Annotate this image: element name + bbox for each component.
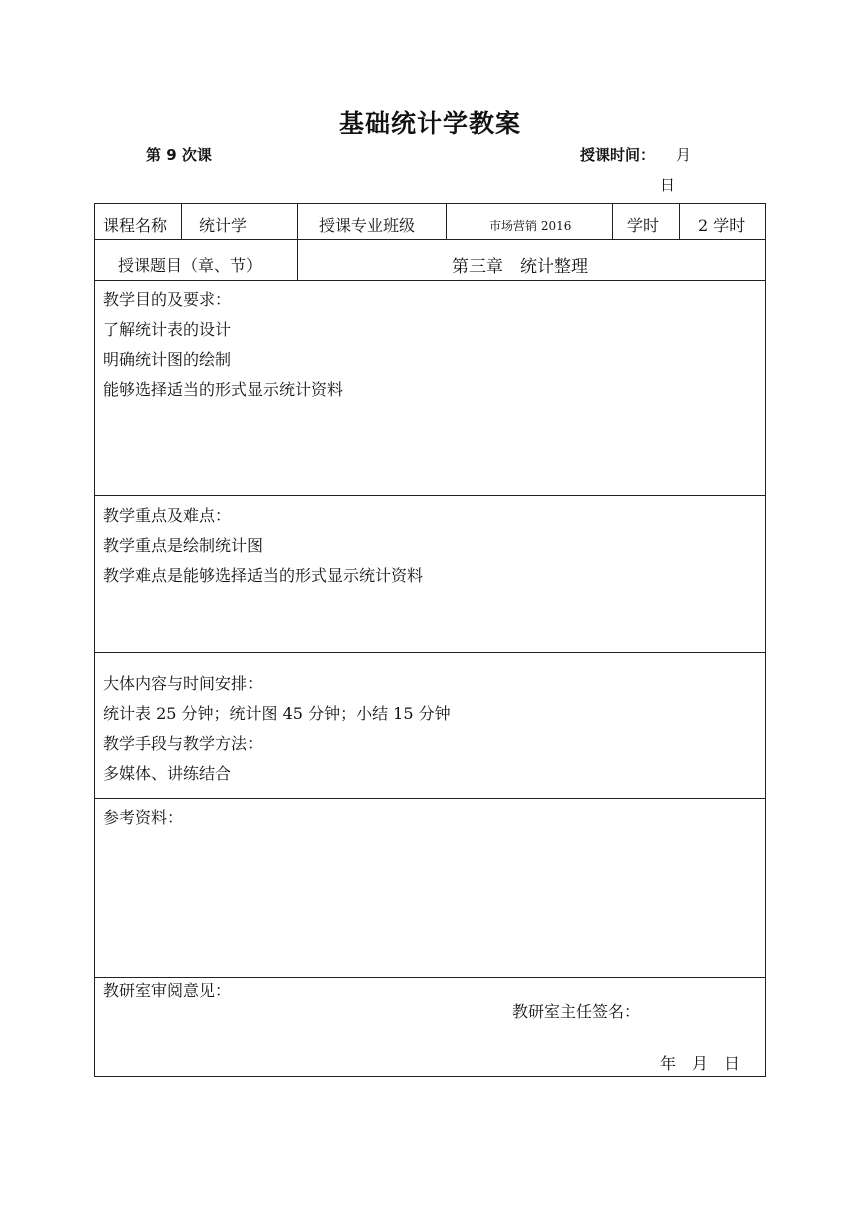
objectives-heading: 教学目的及要求： xyxy=(103,290,232,309)
course-name-label: 课程名称 xyxy=(103,216,168,235)
objective-item: 能够选择适当的形式显示统计资料 xyxy=(103,380,344,399)
review-heading: 教研室审阅意见： xyxy=(103,981,232,1000)
table-divider xyxy=(446,203,447,240)
table-divider xyxy=(679,203,680,240)
review-date: 年 月 日 xyxy=(660,1054,741,1073)
table-divider xyxy=(94,239,766,240)
table-divider xyxy=(94,280,766,281)
topic-label: 授课题目（章、节） xyxy=(118,256,263,275)
table-divider xyxy=(181,203,182,240)
table-divider xyxy=(297,203,298,281)
references-heading: 参考资料： xyxy=(103,808,184,827)
schedule-text: 统计表 25 分钟；统计图 45 分钟；小结 15 分钟 xyxy=(103,704,451,723)
objective-item: 了解统计表的设计 xyxy=(103,320,232,339)
class-value: 市场营销 2016 xyxy=(489,219,572,233)
hours-value: 2 学时 xyxy=(698,216,746,235)
hours-label: 学时 xyxy=(627,216,660,235)
objective-item: 明确统计图的绘制 xyxy=(103,350,232,369)
key-points-heading: 教学重点及难点： xyxy=(103,506,232,525)
lesson-month: 月 xyxy=(676,146,692,164)
methods-text: 多媒体、讲练结合 xyxy=(103,764,232,783)
content-heading: 大体内容与时间安排： xyxy=(103,674,264,693)
course-name-value: 统计学 xyxy=(199,216,248,235)
methods-heading: 教学手段与教学方法： xyxy=(103,734,264,753)
lesson-time-label: 授课时间： xyxy=(580,146,656,164)
topic-value: 第三章 统计整理 xyxy=(452,257,588,277)
class-label: 授课专业班级 xyxy=(319,216,416,235)
table-divider xyxy=(94,652,766,653)
lesson-day: 日 xyxy=(660,176,676,194)
table-divider xyxy=(94,798,766,799)
table-divider xyxy=(94,495,766,496)
key-point-item: 教学重点是绘制统计图 xyxy=(103,536,264,555)
key-point-item: 教学难点是能够选择适当的形式显示统计资料 xyxy=(103,566,424,585)
director-signature-label: 教研室主任签名： xyxy=(512,1002,641,1021)
table-divider xyxy=(612,203,613,240)
page-title: 基础统计学教案 xyxy=(338,109,521,138)
lesson-number: 第 9 次课 xyxy=(146,146,212,164)
